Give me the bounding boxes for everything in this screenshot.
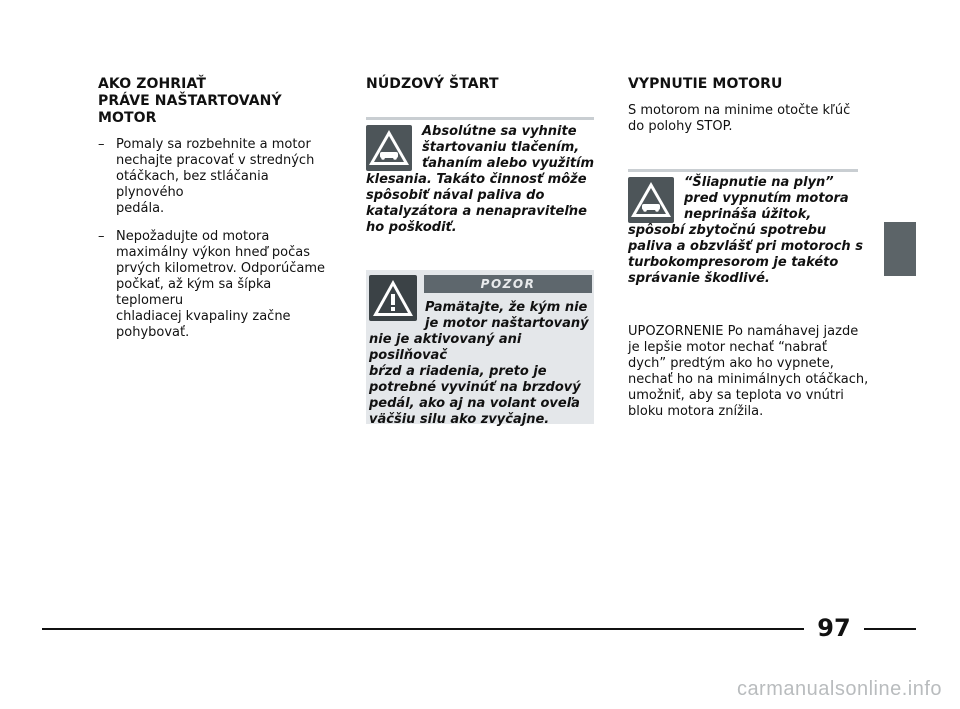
text-line: pohybovať. <box>116 325 190 340</box>
text-line: štartovaniu tlačením, <box>422 140 580 155</box>
pozor-text <box>369 300 595 428</box>
page-number: 97 <box>817 614 851 642</box>
text-line: S motorom na minime otočte kľúč <box>628 103 851 118</box>
warning-paragraph <box>628 324 878 420</box>
dash-bullet: – <box>98 137 105 152</box>
footer-rule <box>864 628 916 630</box>
text-line: otáčkach, bez stláčania plynového <box>116 169 269 200</box>
pozor-banner: POZOR <box>424 275 592 293</box>
text-line: správanie škodlivé. <box>628 271 770 286</box>
column-warm-up <box>98 76 338 353</box>
text-line: maximálny výkon hneď počas <box>116 245 310 260</box>
text-line: do polohy STOP. <box>628 119 733 134</box>
dash-bullet: – <box>98 229 105 244</box>
text-line: “Šliapnutie na plyn” <box>684 175 834 190</box>
text-line: umožniť, aby sa teplota vo vnútri <box>628 388 844 403</box>
text-line: UPOZORNENIE Po namáhavej jazde <box>628 324 859 339</box>
watermark: carmanualsonline.info <box>736 678 942 700</box>
heading-line: AKO ZOHRIAŤ <box>98 76 206 92</box>
text-line: pedál, ako aj na volant oveľa <box>369 396 580 411</box>
text-line: bloku motora znížila. <box>628 404 764 419</box>
text-line: spôsobiť nával paliva do <box>366 188 545 203</box>
note-push-start <box>366 124 596 236</box>
text-line: bŕzd a riadenia, preto je <box>369 364 547 379</box>
heading-line: MOTOR <box>98 110 157 126</box>
text-line: klesania. Takáto činnosť môže <box>366 172 587 187</box>
text-line: Pamätajte, že kým nie <box>425 300 588 315</box>
heading-warm-up <box>98 76 338 127</box>
list-item <box>98 229 338 341</box>
heading-line: PRÁVE NAŠTARTOVANÝ <box>98 93 282 109</box>
column-engine-stop <box>628 76 868 135</box>
section-side-tab <box>884 222 916 276</box>
text-line: ťahaním alebo využitím <box>422 156 595 171</box>
text-line: väčšiu silu ako zvyčajne. <box>369 412 550 427</box>
text-line: pred vypnutím motora <box>684 191 849 206</box>
text-line: je motor naštartovaný <box>425 316 589 331</box>
text-line: nechajte pracovať v stredných <box>116 153 315 168</box>
text-line: ho poškodiť. <box>366 220 457 235</box>
text-line: prvých kilometrov. Odporúčame <box>116 261 325 276</box>
note-rule <box>628 169 858 172</box>
text-line: je lepšie motor nechať “nabrať <box>628 340 827 355</box>
text-line: dych” predtým ako ho vypnete, <box>628 356 834 371</box>
text-line: chladiacej kvapaliny začne <box>116 309 291 324</box>
note-rule <box>366 117 594 120</box>
text-line: Pomaly sa rozbehnite a motor <box>116 137 311 152</box>
text-line: neprináša úžitok, <box>684 207 812 222</box>
heading-engine-stop: VYPNUTIE MOTORU <box>628 76 783 92</box>
text-line: pedála. <box>116 201 165 216</box>
text-line: Nepožadujte od motora <box>116 229 270 244</box>
column-emergency-start <box>366 76 596 103</box>
text-line: nie je aktivovaný ani posilňovač <box>369 332 522 363</box>
note-throttle <box>628 175 868 287</box>
text-line: spôsobí zbytočnú spotrebu <box>628 223 827 238</box>
footer-rule <box>42 628 804 630</box>
text-line: počkať, až kým sa šípka teplomeru <box>116 277 272 308</box>
text-line: Absolútne sa vyhnite <box>422 124 577 139</box>
text-line: paliva a obzvlášť pri motoroch s <box>628 239 863 254</box>
text-line: katalyzátora a nenapraviteľne <box>366 204 587 219</box>
text-line: nechať ho na minimálnych otáčkach, <box>628 372 869 387</box>
text-line: potrebné vyvinúť na brzdový <box>369 380 581 395</box>
list-item <box>98 137 338 217</box>
heading-emergency-start: NÚDZOVÝ ŠTART <box>366 76 499 92</box>
text-line: turbokompresorom je takéto <box>628 255 839 270</box>
